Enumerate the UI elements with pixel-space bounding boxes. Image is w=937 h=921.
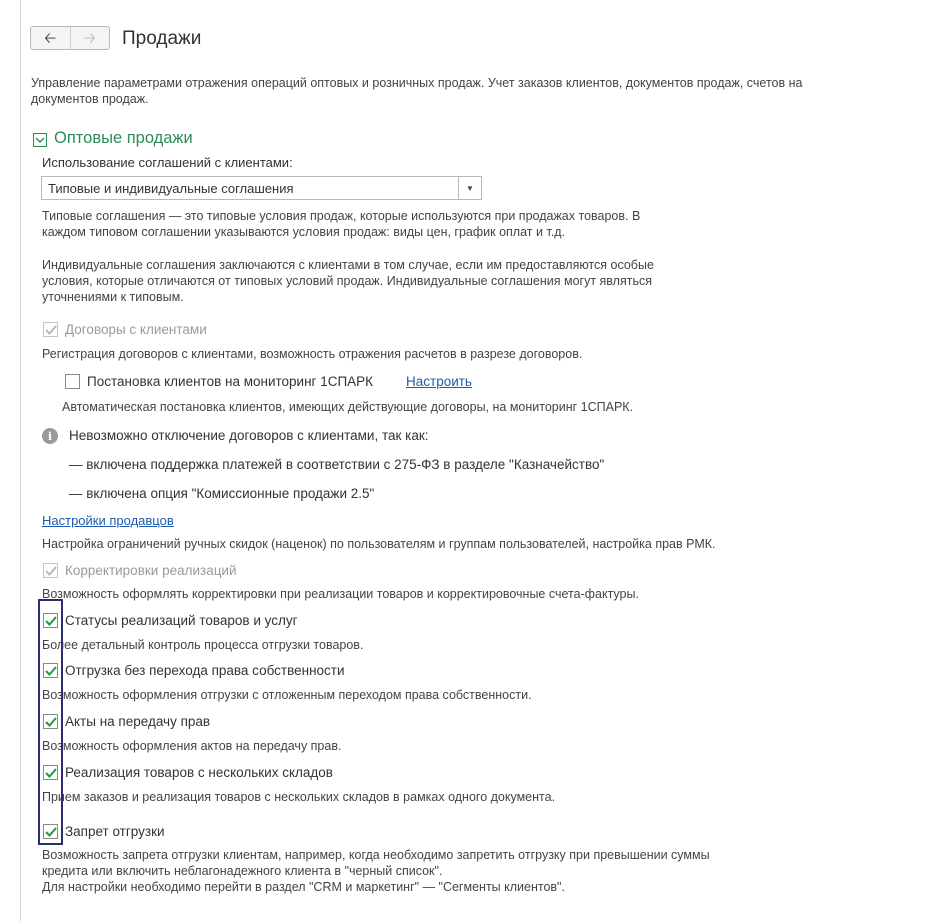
info-reason-2: — включена опция "Комиссионные продажи 2.5" [69, 486, 375, 501]
shipment-ban-label: Запрет отгрузки [65, 824, 165, 839]
statuses-label: Статусы реализаций товаров и услуг [65, 613, 298, 628]
individual-agreements-desc-1: Индивидуальные соглашения заключаются с клиентами в том случае, если им предоставляются особые [42, 258, 654, 272]
multi-warehouse-desc: Прием заказов и реализация товаров с нескольких складов в рамках одного документа. [42, 790, 556, 804]
acts-desc: Возможность оформления актов на передачу прав. [42, 739, 342, 753]
statuses-desc: Более детальный контроль процесса отгрузки товаров. [42, 638, 364, 652]
checkmark-icon [45, 666, 57, 676]
arrow-right-icon: 🡢 [83, 29, 96, 47]
forward-button[interactable] [70, 27, 110, 49]
shipment-ban-checkbox[interactable] [43, 824, 58, 839]
info-icon: i [42, 428, 58, 444]
navigation-buttons [30, 26, 110, 50]
group-title[interactable]: Оптовые продажи [54, 129, 193, 147]
statuses-checkbox[interactable] [43, 613, 58, 628]
shipment-desc: Возможность оформления отгрузки с отложенным переходом права собственности. [42, 688, 532, 702]
arrow-left-icon: 🡠 [44, 29, 57, 47]
checkmark-icon [45, 717, 57, 727]
contracts-desc: Регистрация договоров с клиентами, возможность отражения расчетов в разрезе договоров. [42, 347, 583, 361]
sellers-desc: Настройка ограничений ручных скидок (наценок) по пользователям и группам пользователей, настройка прав РМК. [42, 537, 716, 551]
shipment-label: Отгрузка без перехода права собственности [65, 663, 345, 678]
checkmark-icon [45, 325, 57, 335]
chevron-down-icon: ▼ [466, 183, 474, 193]
typical-agreements-desc-2: каждом типовом соглашении указываются условия продаж: виды цен, график оплат и т.д. [42, 225, 566, 239]
acts-checkbox[interactable] [43, 714, 58, 729]
contracts-label: Договоры с клиентами [65, 322, 207, 337]
corrections-label: Корректировки реализаций [65, 563, 237, 578]
shipment-ban-desc-2: кредита или включить неблагонадежного клиента в "черный список". [42, 864, 443, 878]
acts-label: Акты на передачу прав [65, 714, 211, 729]
shipment-ban-desc-1: Возможность запрета отгрузки клиентам, например, когда необходимо запретить отгрузку при превышении суммы [42, 848, 710, 862]
dropdown-button[interactable] [458, 177, 481, 199]
shipment-ban-desc-3: Для настройки необходимо перейти в раздел "CRM и маркетинг" — "Сегменты клиентов". [42, 880, 565, 894]
chevron-down-icon [35, 136, 45, 144]
group-collapse-toggle[interactable] [33, 133, 47, 147]
multi-warehouse-label: Реализация товаров с нескольких складов [65, 765, 333, 780]
monitoring-label: Постановка клиентов на мониторинг 1СПАРК [87, 374, 374, 389]
monitoring-desc: Автоматическая постановка клиентов, имеющих действующие договоры, на мониторинг 1СПАРК. [62, 400, 634, 414]
corrections-desc: Возможность оформлять корректировки при реализации товаров и корректировочные счета-фактуры. [42, 587, 639, 601]
checkmark-icon [45, 768, 57, 778]
agreements-select-value: Типовые и индивидуальные соглашения [48, 181, 294, 196]
info-title: Невозможно отключение договоров с клиентами, так как: [69, 428, 429, 443]
checkmark-icon [45, 566, 57, 576]
checkmark-icon [45, 827, 57, 837]
page-title: Продажи [122, 28, 202, 49]
page-description-line1: Управление параметрами отражения операций оптовых и розничных продаж. Учет заказов клиентов, документов продаж, счетов на [31, 76, 803, 90]
typical-agreements-desc-1: Типовые соглашения — это типовые условия продаж, которые используются при продажах товаров. В [42, 209, 641, 223]
monitoring-checkbox[interactable] [65, 374, 80, 389]
shipment-checkbox[interactable] [43, 663, 58, 678]
individual-agreements-desc-2: условия, которые отличаются от типовых условий продаж. Индивидуальные соглашения могут являться [42, 274, 652, 288]
agreements-label: Использование соглашений с клиентами: [42, 155, 293, 170]
monitoring-settings-link[interactable]: Настроить [406, 374, 472, 389]
individual-agreements-desc-3: уточнениями к типовым. [42, 290, 184, 304]
sellers-settings-link[interactable]: Настройки продавцов [42, 513, 174, 528]
agreements-select[interactable] [41, 176, 482, 200]
left-divider [20, 0, 21, 921]
multi-warehouse-checkbox[interactable] [43, 765, 58, 780]
corrections-checkbox[interactable] [43, 563, 58, 578]
back-button[interactable] [31, 27, 70, 49]
page-description-line2: документов продаж. [31, 92, 149, 106]
contracts-checkbox[interactable] [43, 322, 58, 337]
checkmark-icon [45, 616, 57, 626]
info-reason-1: — включена поддержка платежей в соответствии с 275-ФЗ в разделе "Казначейство" [69, 457, 605, 472]
